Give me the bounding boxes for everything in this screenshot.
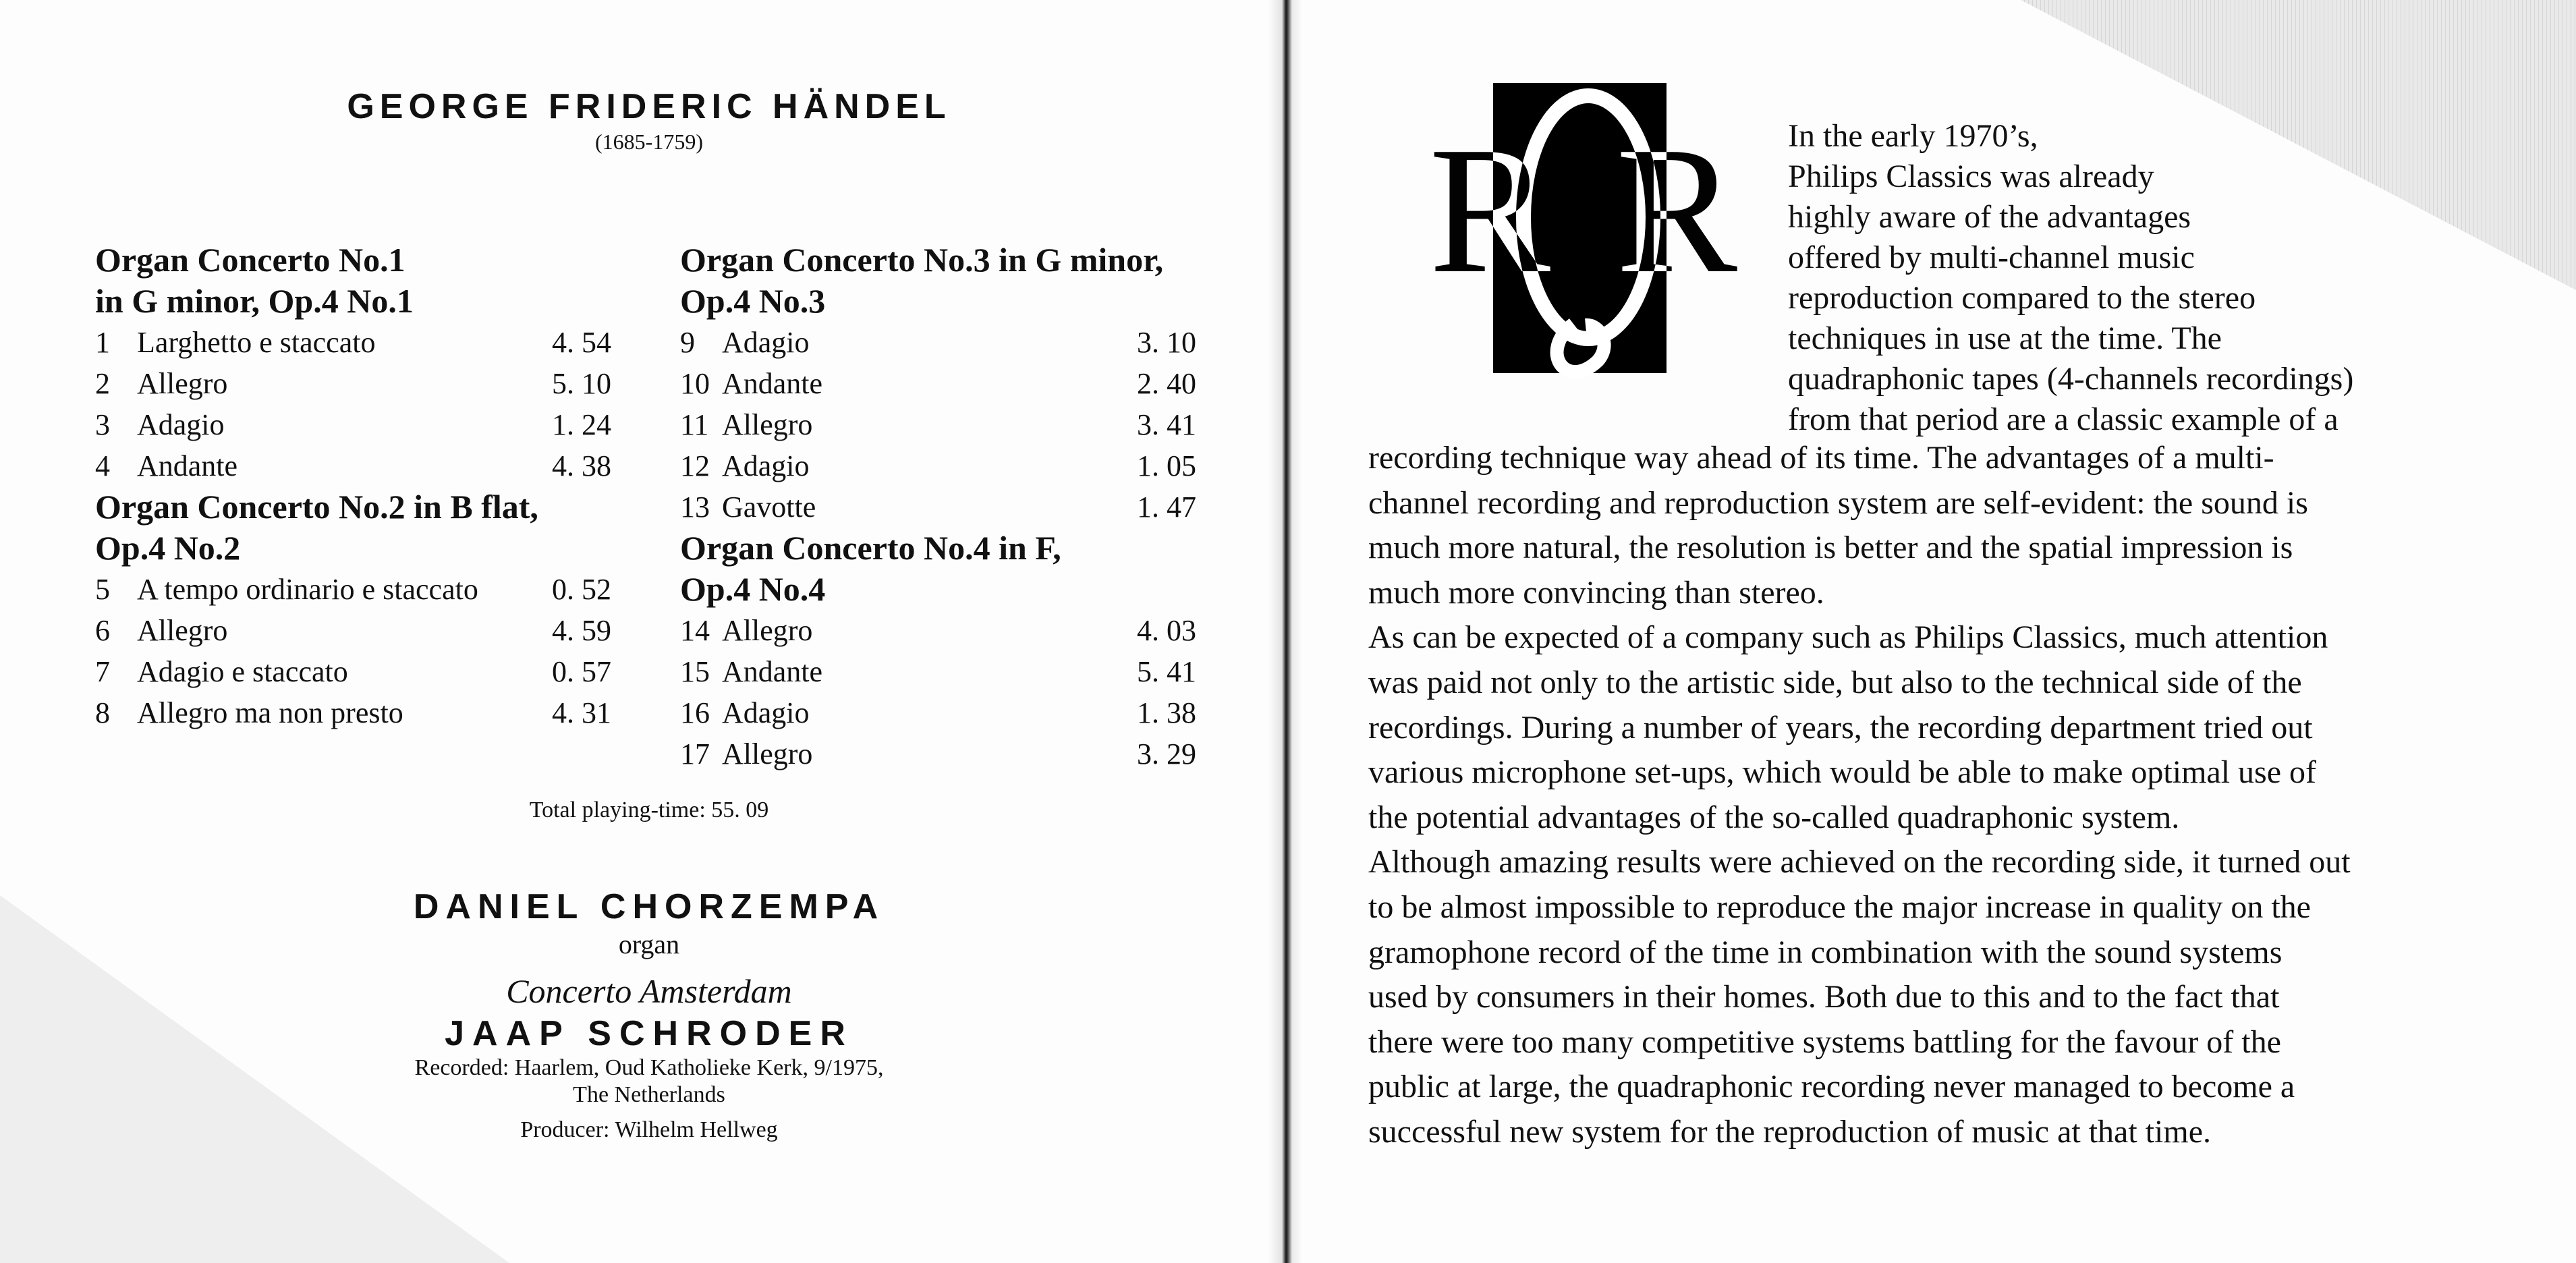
concerto-heading: Organ Concerto No.1 (95, 241, 405, 279)
track-duration: 3. 29 (1137, 737, 1196, 770)
svg-text:R: R (1429, 109, 1551, 311)
track-title: A tempo ordinario e staccato (137, 573, 478, 606)
concerto-heading: Op.4 No.3 (680, 282, 826, 320)
text-line: techniques in use at the time. The (1788, 320, 2222, 356)
track-title: Allegro (722, 614, 813, 647)
producer-credit: Producer: Wilhelm Hellweg (520, 1117, 778, 1142)
track-row (680, 651, 1196, 692)
concerto-heading: Op.4 No.4 (680, 570, 826, 608)
track-title: Andante (722, 655, 823, 688)
text-line: public at large, the quadraphonic recording never managed to become a (1368, 1069, 2295, 1105)
track-number: 7 (95, 655, 110, 688)
text-line: to be almost impossible to reproduce the major increase in quality on the (1368, 889, 2311, 925)
track-number: 6 (95, 614, 110, 647)
track-row (95, 651, 611, 692)
text-line: highly aware of the advantages (1788, 199, 2191, 235)
text-line: channel recording and reproduction system are self-evident: the sound is (1368, 484, 2308, 521)
track-duration: 1. 38 (1137, 696, 1196, 729)
text-line: recordings. During a number of years, the recording department tried out (1368, 709, 2313, 746)
text-line: In the early 1970’s, (1788, 118, 2038, 154)
body-text (1368, 436, 2351, 1155)
track-number: 15 (680, 655, 710, 688)
soloist-name: DANIEL CHORZEMPA (413, 887, 885, 926)
track-row (680, 322, 1196, 363)
text-line: much more convincing than stereo. (1368, 574, 1824, 611)
text-line: used by consumers in their homes. Both due to this and to the fact that (1368, 979, 2280, 1015)
track-row (680, 445, 1196, 486)
text-line: As can be expected of a company such as Philips Classics, much attention (1368, 619, 2328, 656)
track-duration: 5. 41 (1137, 655, 1196, 688)
text-line: from that period are a classic example of a (1788, 401, 2339, 437)
track-number: 10 (680, 367, 710, 400)
track-number: 2 (95, 367, 110, 400)
track-duration: 4. 03 (1137, 614, 1196, 647)
text-line: was paid not only to the artistic side, but also to the technical side of the (1368, 664, 2302, 700)
track-title: Allegro (722, 408, 813, 441)
concerto-heading: Op.4 No.2 (95, 529, 241, 567)
track-number: 9 (680, 326, 695, 359)
track-duration: 0. 57 (552, 655, 611, 688)
concerto-heading: Organ Concerto No.2 in B flat, (95, 488, 538, 526)
track-row (680, 733, 1196, 775)
track-row (680, 610, 1196, 651)
text-line: recording technique way ahead of its time. The advantages of a multi- (1368, 440, 2274, 476)
composer-name: GEORGE FRIDERIC HÄNDEL (347, 87, 951, 126)
track-title: Andante (722, 367, 823, 400)
track-duration: 3. 10 (1137, 326, 1196, 359)
recording-location: Recorded: Haarlem, Oud Katholieke Kerk, 9/1975, (414, 1055, 884, 1080)
track-title: Allegro (137, 367, 228, 400)
track-title: Allegro (137, 614, 228, 647)
track-duration: 5. 10 (552, 367, 611, 400)
track-duration: 4. 38 (552, 449, 611, 482)
track-title: Adagio e staccato (137, 655, 348, 688)
track-row (95, 610, 611, 651)
track-duration: 1. 47 (1137, 490, 1196, 524)
track-row (680, 486, 1196, 528)
track-title: Allegro ma non presto (137, 696, 403, 729)
track-row (95, 569, 611, 610)
text-line: Although amazing results were achieved on the recording side, it turned out (1368, 844, 2351, 880)
track-number: 3 (95, 408, 110, 441)
track-list-column-1 (95, 240, 611, 733)
ensemble-name: Concerto Amsterdam (506, 972, 792, 1010)
track-number: 11 (680, 408, 709, 441)
text-line: much more natural, the resolution is better and the spatial impression is (1368, 530, 2293, 566)
track-row (95, 322, 611, 363)
conductor-name: JAAP SCHRODER (445, 1014, 853, 1053)
booklet-spine-fold (1268, 0, 1302, 1263)
track-duration: 4. 54 (552, 326, 611, 359)
text-line: the potential advantages of the so-called quadraphonic system. (1368, 799, 2180, 835)
track-duration: 0. 52 (552, 573, 611, 606)
concerto-heading: in G minor, Op.4 No.1 (95, 282, 414, 320)
track-row (680, 692, 1196, 733)
text-line: successful new system for the reproduction of music at that time. (1368, 1113, 2212, 1150)
track-number: 13 (680, 490, 710, 524)
track-list-column-2 (680, 240, 1196, 775)
track-number: 14 (680, 614, 710, 647)
track-number: 12 (680, 449, 710, 482)
track-row (95, 363, 611, 404)
text-line: there were too many competitive systems battling for the favour of the (1368, 1023, 2281, 1060)
concerto-heading: Organ Concerto No.3 in G minor, (680, 241, 1164, 279)
rqr-logo (1424, 74, 1741, 385)
track-title: Gavotte (722, 490, 816, 524)
track-row (680, 404, 1196, 445)
track-number: 4 (95, 449, 110, 482)
text-line: reproduction compared to the stereo (1788, 280, 2256, 316)
intro-paragraph (1788, 116, 2353, 440)
track-duration: 4. 59 (552, 614, 611, 647)
track-number: 16 (680, 696, 710, 729)
track-title: Allegro (722, 737, 813, 770)
concerto-heading: Organ Concerto No.4 in F, (680, 529, 1061, 567)
track-title: Larghetto e staccato (137, 326, 376, 359)
text-line: various microphone set-ups, which would be able to make optimal use of (1368, 754, 2317, 791)
track-row (95, 404, 611, 445)
track-number: 1 (95, 326, 110, 359)
track-title: Adagio (137, 408, 225, 441)
track-duration: 4. 31 (552, 696, 611, 729)
total-playing-time: Total playing-time: 55. 09 (529, 797, 769, 822)
svg-text:R: R (1616, 109, 1738, 311)
text-line: quadraphonic tapes (4-channels recordings) (1788, 361, 2354, 397)
track-title: Adagio (722, 449, 810, 482)
track-title: Adagio (722, 326, 810, 359)
track-row (680, 363, 1196, 404)
track-number: 5 (95, 573, 110, 606)
recording-country: The Netherlands (573, 1082, 725, 1107)
track-duration: 2. 40 (1137, 367, 1196, 400)
text-line: offered by multi-channel music (1788, 240, 2195, 275)
track-title: Andante (137, 449, 238, 482)
track-number: 17 (680, 737, 710, 770)
track-row (95, 445, 611, 486)
track-row (95, 692, 611, 733)
text-line: gramophone record of the time in combination with the sound systems (1368, 934, 2283, 970)
track-number: 8 (95, 696, 110, 729)
text-line: Philips Classics was already (1788, 159, 2154, 194)
soloist-instrument: organ (618, 929, 680, 959)
track-duration: 1. 24 (552, 408, 611, 441)
composer-dates: (1685-1759) (595, 130, 703, 154)
track-duration: 3. 41 (1137, 408, 1196, 441)
track-title: Adagio (722, 696, 810, 729)
track-duration: 1. 05 (1137, 449, 1196, 482)
